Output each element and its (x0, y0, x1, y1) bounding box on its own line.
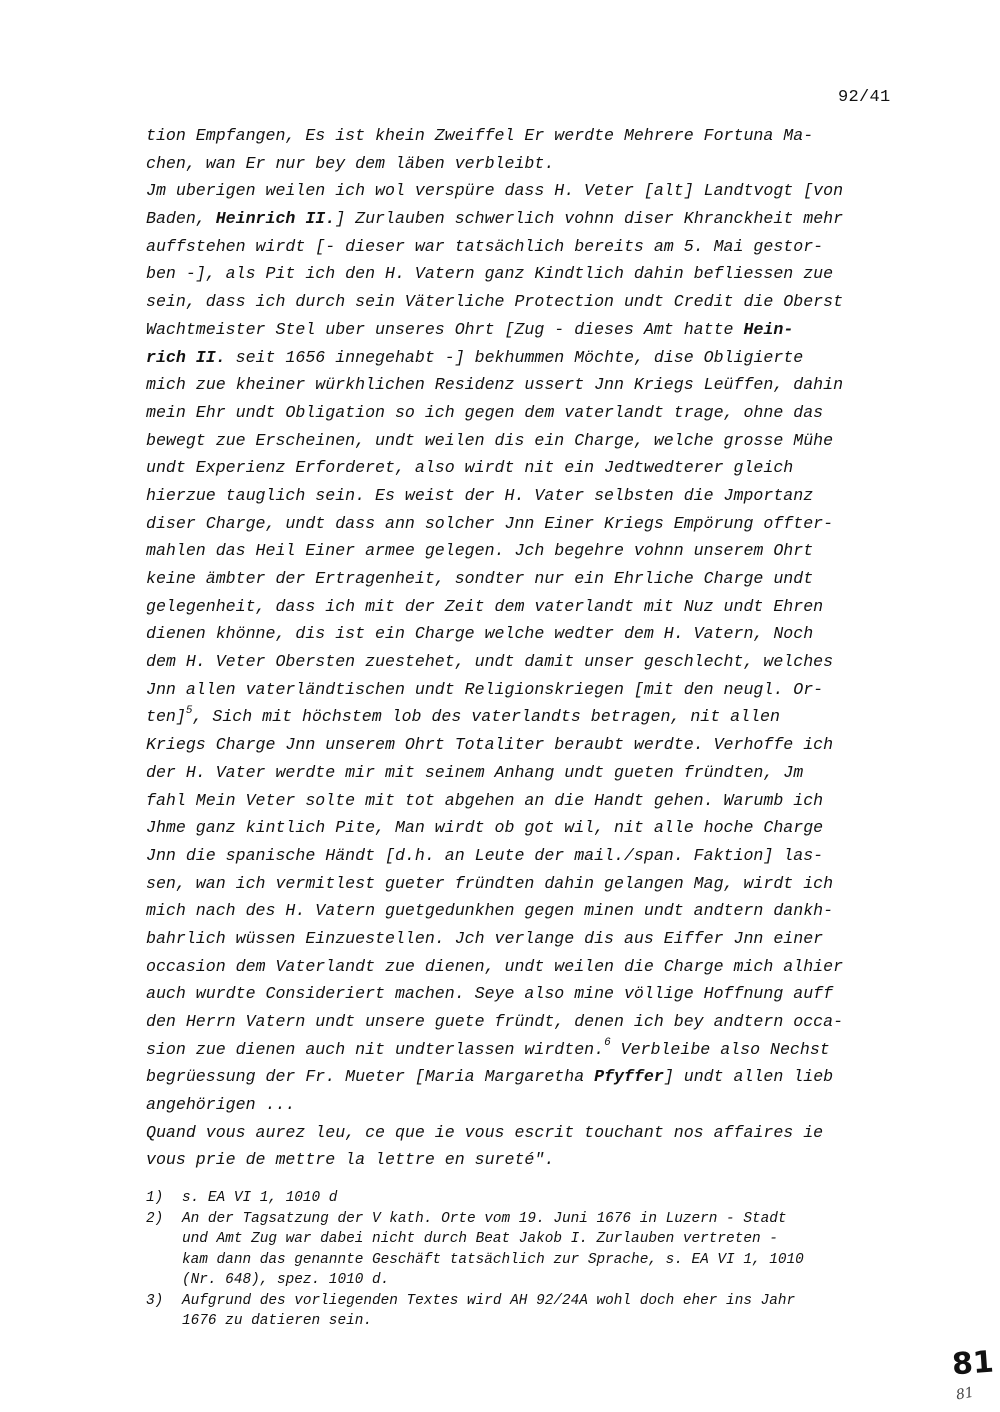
footnote-line: s. EA VI 1, 1010 d (182, 1190, 338, 1206)
body-line: sen, wan ich vermitlest gueter fründten dahin gelangen Mag, wirdt ich (146, 873, 834, 893)
body-line: Jnn allen vaterländtischen undt Religionskriegen [mit den neugl. Or- (146, 679, 824, 699)
footnote-text (182, 1291, 795, 1332)
footnote (146, 1291, 926, 1332)
footnotes (146, 1188, 926, 1332)
footnote-number: 2) (146, 1210, 164, 1227)
footnote-ref: 6 (604, 1037, 611, 1050)
body-line (146, 344, 926, 372)
body-line (146, 205, 926, 233)
body-line: mahlen das Heil Einer armee gelegen. Jch begehre vohnn unserem Ohrt (146, 541, 814, 561)
body-line: der H. Vater werdte mir mit seinem Anhang undt gueten fründten, Jm (146, 762, 804, 782)
body-line: diser Charge, undt dass ann solcher Jnn Einer Kriegs Empörung offter- (146, 513, 834, 533)
body-line: hierzue tauglich sein. Es weist der H. Vater selbsten die Jmportanz (146, 485, 814, 505)
body-line: tion Empfangen, Es ist khein Zweiffel Er werdte Mehrere Fortuna Ma- (146, 126, 814, 145)
pencil-folio-number: 81 (954, 1384, 976, 1404)
footnote-line: (Nr. 648), spez. 1010 d. (182, 1272, 390, 1288)
footnote-ref: 5 (185, 704, 193, 717)
body-line-text: ] undt allen lieb (663, 1067, 834, 1087)
bold-name: Hein- (743, 319, 794, 339)
body-line: mein Ehr undt Obligation so ich gegen dem vaterlandt trage, ohne das (146, 402, 824, 422)
body-line-text: seit 1656 innegehabt -] bekhummen Möchte, dise Obligierte (225, 347, 804, 367)
bold-name: Heinrich II. (215, 209, 336, 229)
body-line: mich nach des H. Vatern guetgedunkhen gegen minen undt andtern dankh- (146, 901, 834, 921)
body-line: dem H. Veter Obersten zuestehet, undt damit unser geschlecht, welches (146, 652, 834, 672)
footnote-text (182, 1209, 804, 1291)
body-line-text: begrüessung der Fr. Mueter [Maria Margaretha (146, 1067, 595, 1087)
body-line: Jnn die spanische Händt [d.h. an Leute der mail./span. Faktion] las- (146, 845, 824, 865)
body-line: Jhme ganz kintlich Pite, Man wirdt ob got wil, nit alle hoche Charge (146, 818, 824, 838)
letter-body (146, 122, 926, 1174)
footnote-line: 1676 zu datieren sein. (182, 1313, 372, 1329)
bold-name: rich II. (146, 347, 226, 367)
body-line: chen, wan Er nur bey dem läben verbleibt. (146, 153, 555, 173)
body-line-text: , Sich mit höchstem lob des vaterlandts betragen, nit allen (192, 707, 780, 727)
footnote-line: An der Tagsatzung der V kath. Orte vom 19. Juni 1676 in Luzern - Stadt (182, 1210, 787, 1227)
body-line-text: sion zue dienen auch nit undterlassen wirdten. (146, 1039, 605, 1059)
footnote-number: 1) (146, 1190, 164, 1206)
body-line: keine ämbter der Ertragenheit, sondter nur ein Ehrliche Charge undt (146, 569, 814, 588)
footnote-line: und Amt Zug war dabei nicht durch Beat Jakob I. Zurlauben vertreten - (182, 1231, 778, 1247)
body-line: Jm uberigen weilen ich wol verspüre dass H. Veter [alt] Landtvogt [von (146, 181, 844, 201)
body-line-text: Verbleibe also Nechst (610, 1039, 830, 1059)
body-line: vous prie de mettre la lettre en sureté". (146, 1150, 555, 1170)
bold-name: Pfyffer (594, 1067, 664, 1087)
body-line-text: ten] (146, 707, 186, 727)
body-line (146, 1036, 926, 1064)
body-line: Quand vous aurez leu, ce que ie vous escrit touchant nos affaires ie (146, 1122, 824, 1142)
body-line (146, 703, 926, 731)
page-number: 92/41 (838, 88, 891, 107)
body-line-text: Baden, (146, 209, 216, 229)
footnote-line: Aufgrund des vorliegenden Textes wird AH 92/24A wohl doch eher ins Jahr (182, 1292, 796, 1309)
body-line: angehörigen ... (146, 1095, 296, 1115)
footnote-line: kam dann das genannte Geschäft tatsächlich zur Sprache, s. EA VI 1, 1010 (182, 1251, 804, 1268)
body-line: fahl Mein Veter solte mit tot abgehen an die Handt gehen. Warumb ich (146, 790, 824, 810)
body-line: mich zue kheiner würkhlichen Residenz ussert Jnn Kriegs Leüffen, dahin (146, 375, 844, 395)
body-line: bewegt zue Erscheinen, undt weilen dis ein Charge, welche grosse Mühe (146, 430, 834, 450)
body-line: den Herrn Vatern undt unsere guete fründt, denen ich bey andtern occa- (146, 1012, 844, 1031)
footnote-number: 3) (146, 1292, 164, 1309)
body-line: undt Experienz Erforderet, also wirdt nit ein Jedtwedterer gleich (146, 458, 794, 478)
footnote (146, 1188, 926, 1209)
archive-stamp-number: 81 (950, 1344, 995, 1383)
body-line (146, 316, 926, 344)
body-line: occasion dem Vaterlandt zue dienen, undt weilen die Charge mich alhier (146, 956, 844, 976)
body-line: gelegenheit, dass ich mit der Zeit dem vaterlandt mit Nuz undt Ehren (146, 596, 824, 616)
body-line-text: ] Zurlauben schwerlich vohnn diser Khranckheit mehr (335, 209, 844, 229)
body-line (146, 1063, 926, 1091)
body-line: auch wurdte Consideriert machen. Seye also mine völlige Hoffnung auff (146, 984, 834, 1004)
body-line: dienen khönne, dis ist ein Charge welche wedter dem H. Vatern, Noch (146, 624, 814, 644)
body-line: Kriegs Charge Jnn unserem Ohrt Totaliter beraubt werdte. Verhoffe ich (146, 735, 834, 755)
body-line: sein, dass ich durch sein Väterliche Protection undt Credit die Oberst (146, 292, 844, 312)
footnote (146, 1209, 926, 1291)
body-line: ben -], als Pit ich den H. Vatern ganz Kindtlich dahin befliessen zue (146, 264, 834, 284)
body-line: auffstehen wirdt [- dieser war tatsächlich bereits am 5. Mai gestor- (146, 236, 824, 256)
body-line-text: Wachtmeister Stel uber unseres Ohrt [Zug - dieses Amt hatte (146, 319, 744, 339)
footnote-text (182, 1188, 337, 1209)
body-line: bahrlich wüssen Einzuestellen. Jch verlange dis aus Eiffer Jnn einer (146, 928, 824, 948)
